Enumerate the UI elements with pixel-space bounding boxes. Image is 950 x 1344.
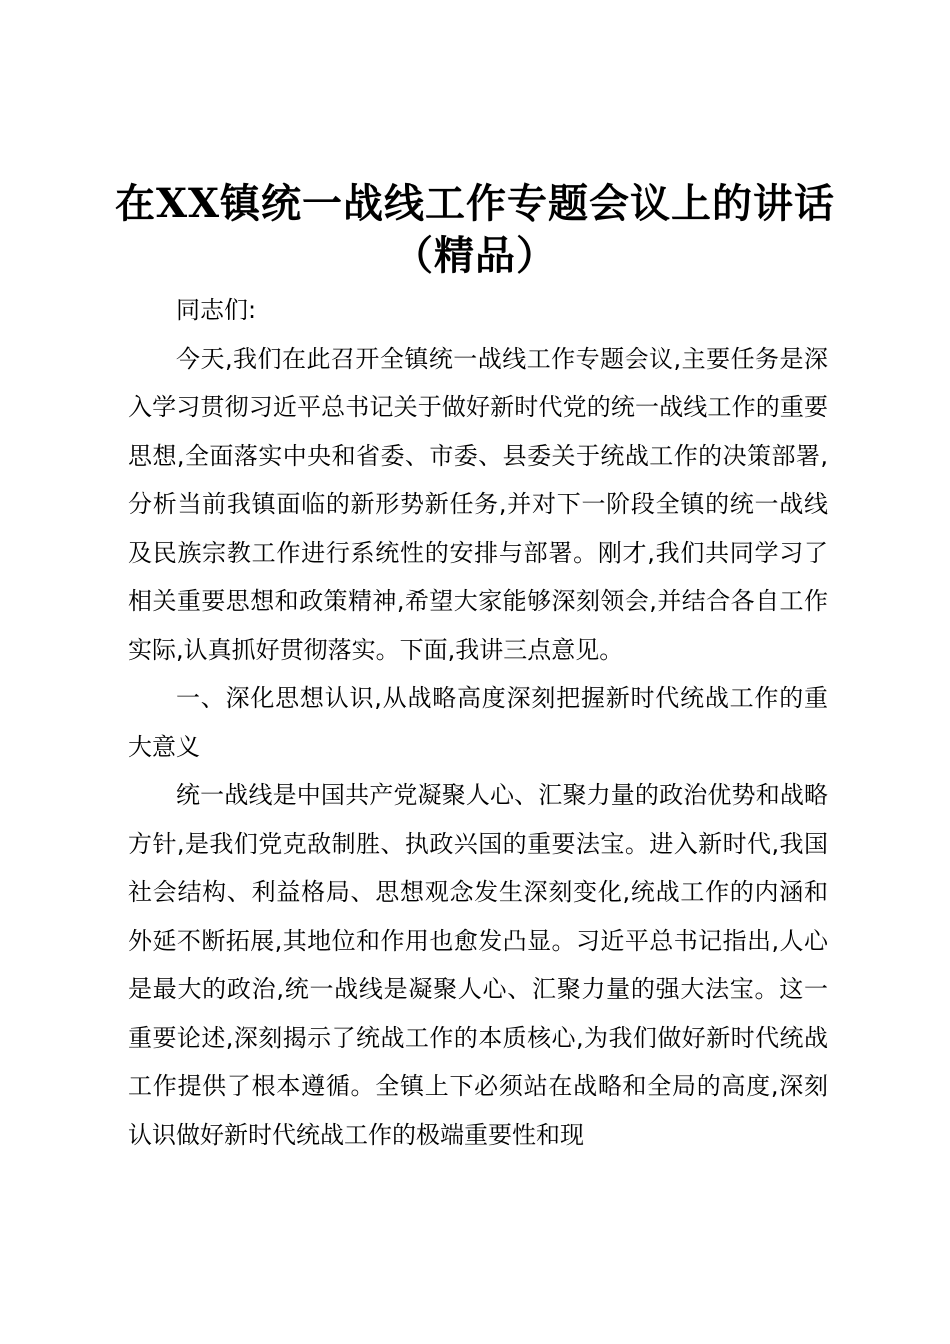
salutation: 同志们: xyxy=(176,296,257,324)
document-body xyxy=(128,286,828,1159)
section-heading-1: 一、深化思想认识,从战略高度深刻把握新时代统战工作的重大意义 xyxy=(128,684,828,761)
paragraph-section-1: 统一战线是中国共产党凝聚人心、汇聚力量的政治优势和战略方针,是我们党克敌制胜、执政兴国的重要法宝。进入新时代,我国社会结构、利益格局、思想观念发生深刻变化,统战工作的内涵和外延不断拓展,其地位和作用也愈发凸显。习近平总书记指出,人心是最大的政治,统一战线是凝聚人心、汇聚力量的强大法宝。这一重要论述,深刻揭示了统战工作的本质核心,为我们做好新时代统战工作提供了根本遵循。全镇上下必须站在战略和全局的高度,深刻认识做好新时代统战工作的极端重要性和现 xyxy=(128,781,828,1149)
document-title: 在XX镇统一战线工作专题会议上的讲话（精品） xyxy=(114,180,836,279)
paragraph-opening: 今天,我们在此召开全镇统一战线工作专题会议,主要任务是深入学习贯彻习近平总书记关于做好新时代党的统一战线工作的重要思想,全面落实中央和省委、市委、县委关于统战工作的决策部署,分析当前我镇面临的新形势新任务,并对下一阶段全镇的统一战线及民族宗教工作进行系统性的安排与部署。刚才,我们共同学习了相关重要思想和政策精神,希望大家能够深刻领会,并结合各自工作实际,认真抓好贯彻落实。下面,我讲三点意见。 xyxy=(128,344,828,664)
